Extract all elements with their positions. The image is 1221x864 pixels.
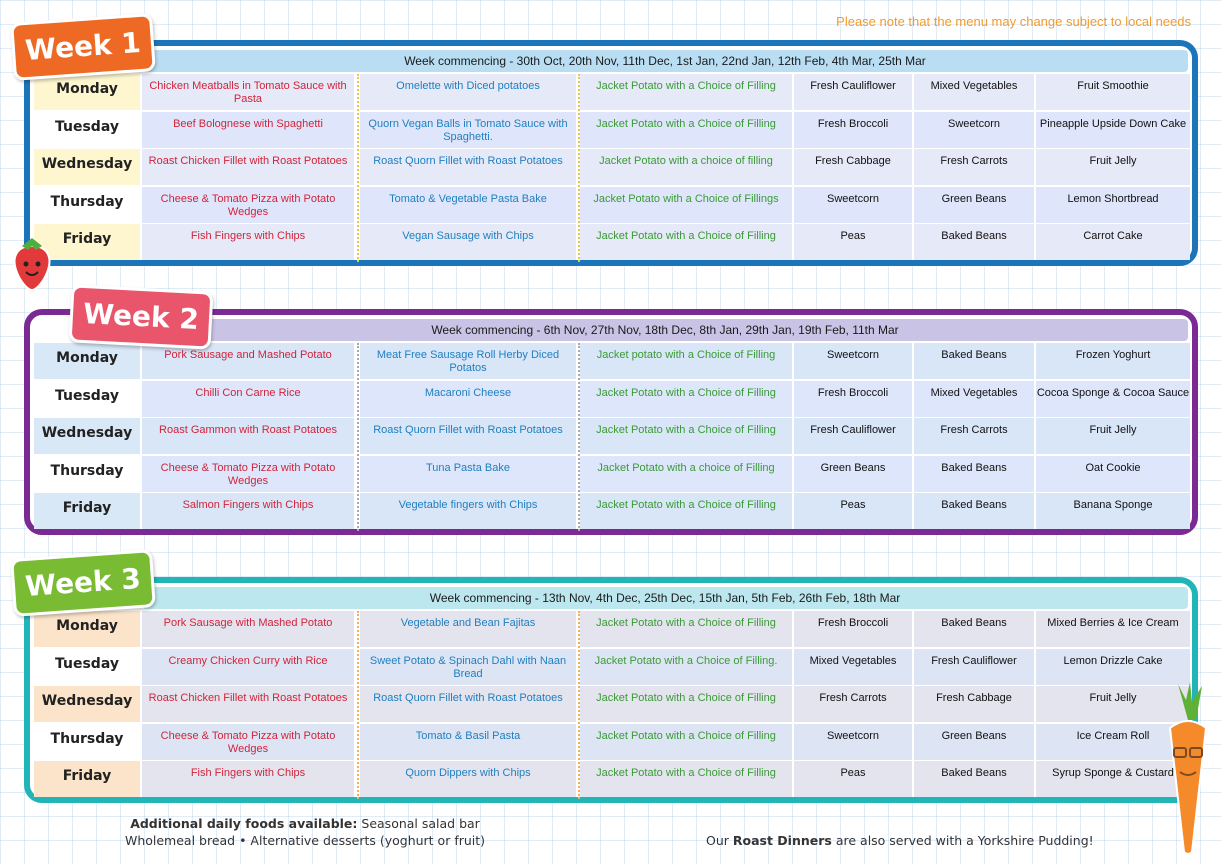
main-meal: Fish Fingers with Chips bbox=[142, 761, 354, 797]
side-2: Fresh Cabbage bbox=[914, 686, 1034, 722]
side-1: Fresh Broccoli bbox=[794, 112, 912, 148]
vegetarian-meal: Vegetable fingers with Chips bbox=[360, 493, 576, 529]
table-row bbox=[34, 74, 1188, 110]
table-row bbox=[34, 611, 1188, 647]
side-1: Fresh Cabbage bbox=[794, 149, 912, 185]
roast-bold: Roast Dinners bbox=[732, 833, 832, 848]
table-row bbox=[34, 187, 1188, 223]
jacket-potato: Jacket Potato with a Choice of Filling bbox=[580, 112, 792, 148]
vegetarian-meal: Sweet Potato & Spinach Dahl with Naan Bread bbox=[360, 649, 576, 685]
side-2: Mixed Vegetables bbox=[914, 381, 1034, 417]
week-3-badge: Week 3 bbox=[10, 549, 156, 617]
vegetarian-meal: Quorn Dippers with Chips bbox=[360, 761, 576, 797]
side-1: Fresh Broccoli bbox=[794, 611, 912, 647]
roast-dinner-note bbox=[706, 833, 1094, 848]
roast-prefix: Our bbox=[706, 833, 729, 848]
side-1: Mixed Vegetables bbox=[794, 649, 912, 685]
jacket-potato: Jacket Potato with a Choice of Fillings bbox=[580, 187, 792, 223]
jacket-potato: Jacket Potato with a choice of Filling bbox=[580, 456, 792, 492]
jacket-potato: Jacket Potato with a Choice of Filling bbox=[580, 493, 792, 529]
side-1: Fresh Cauliflower bbox=[794, 74, 912, 110]
table-row bbox=[34, 761, 1188, 797]
dessert: Oat Cookie bbox=[1036, 456, 1190, 492]
dessert: Banana Sponge bbox=[1036, 493, 1190, 529]
side-1: Peas bbox=[794, 493, 912, 529]
column-divider bbox=[357, 343, 359, 531]
week-commencing: Week commencing - 13th Nov, 4th Dec, 25th Dec, 15th Jan, 5th Feb, 26th Feb, 18th Mar bbox=[142, 587, 1188, 609]
roast-suffix: are also served with a Yorkshire Pudding! bbox=[835, 833, 1094, 848]
jacket-potato: Jacket Potato with a Choice of Filling. bbox=[580, 649, 792, 685]
day-label: Monday bbox=[34, 611, 140, 647]
table-row bbox=[34, 381, 1188, 417]
day-label: Thursday bbox=[34, 456, 140, 492]
main-meal: Pork Sausage and Mashed Potato bbox=[142, 343, 354, 379]
day-label: Tuesday bbox=[34, 112, 140, 148]
vegetarian-meal: Roast Quorn Fillet with Roast Potatoes bbox=[360, 149, 576, 185]
additional-foods-text: Seasonal salad bar bbox=[361, 816, 480, 831]
day-label: Monday bbox=[34, 74, 140, 110]
main-meal: Chilli Con Carne Rice bbox=[142, 381, 354, 417]
main-meal: Pork Sausage with Mashed Potato bbox=[142, 611, 354, 647]
table-row bbox=[34, 149, 1188, 185]
main-meal: Roast Gammon with Roast Potatoes bbox=[142, 418, 354, 454]
vegetarian-meal: Tomato & Vegetable Pasta Bake bbox=[360, 187, 576, 223]
main-meal: Roast Chicken Fillet with Roast Potatoes bbox=[142, 149, 354, 185]
dessert: Frozen Yoghurt bbox=[1036, 343, 1190, 379]
side-2: Mixed Vegetables bbox=[914, 74, 1034, 110]
day-label: Tuesday bbox=[34, 649, 140, 685]
side-2: Baked Beans bbox=[914, 611, 1034, 647]
jacket-potato: Jacket Potato with a Choice of Filling bbox=[580, 74, 792, 110]
dessert: Lemon Shortbread bbox=[1036, 187, 1190, 223]
side-2: Green Beans bbox=[914, 187, 1034, 223]
main-meal: Cheese & Tomato Pizza with Potato Wedges bbox=[142, 456, 354, 492]
side-2: Green Beans bbox=[914, 724, 1034, 760]
side-2: Baked Beans bbox=[914, 493, 1034, 529]
dessert: Cocoa Sponge & Cocoa Sauce bbox=[1036, 381, 1190, 417]
vegetarian-meal: Vegetable and Bean Fajitas bbox=[360, 611, 576, 647]
day-label: Wednesday bbox=[34, 418, 140, 454]
additional-foods-label: Additional daily foods available: bbox=[130, 816, 358, 831]
additional-foods-line-2: Wholemeal bread • Alternative desserts (yoghurt or fruit) bbox=[124, 833, 486, 848]
table-row bbox=[34, 724, 1188, 760]
jacket-potato: Jacket Potato with a Choice of Filling bbox=[580, 686, 792, 722]
dessert: Carrot Cake bbox=[1036, 224, 1190, 260]
day-label: Tuesday bbox=[34, 381, 140, 417]
additional-foods-line-1 bbox=[100, 815, 510, 832]
main-meal: Roast Chicken Fillet with Roast Potatoes bbox=[142, 686, 354, 722]
column-divider bbox=[578, 343, 580, 531]
column-divider bbox=[357, 74, 359, 262]
day-label: Friday bbox=[34, 224, 140, 260]
table-row bbox=[34, 418, 1188, 454]
vegetarian-meal: Meat Free Sausage Roll Herby Diced Potatos bbox=[360, 343, 576, 379]
main-meal: Fish Fingers with Chips bbox=[142, 224, 354, 260]
side-1: Fresh Broccoli bbox=[794, 381, 912, 417]
vegetarian-meal: Quorn Vegan Balls in Tomato Sauce with Spaghetti. bbox=[360, 112, 576, 148]
vegetarian-meal: Omelette with Diced potatoes bbox=[360, 74, 576, 110]
jacket-potato: Jacket Potato with a Choice of Filling bbox=[580, 224, 792, 260]
side-1: Sweetcorn bbox=[794, 724, 912, 760]
day-label: Thursday bbox=[34, 724, 140, 760]
day-label: Thursday bbox=[34, 187, 140, 223]
vegetarian-meal: Roast Quorn Fillet with Roast Potatoes bbox=[360, 418, 576, 454]
side-2: Fresh Carrots bbox=[914, 149, 1034, 185]
side-2: Baked Beans bbox=[914, 761, 1034, 797]
week-2-badge: Week 2 bbox=[69, 284, 214, 349]
main-meal: Beef Bolognese with Spaghetti bbox=[142, 112, 354, 148]
dessert: Fruit Jelly bbox=[1036, 418, 1190, 454]
week-3-table bbox=[24, 577, 1198, 803]
side-2: Baked Beans bbox=[914, 456, 1034, 492]
jacket-potato: Jacket Potato with a Choice of Filling bbox=[580, 381, 792, 417]
jacket-potato: Jacket Potato with a Choice of Filling bbox=[580, 418, 792, 454]
dessert: Fruit Jelly bbox=[1036, 149, 1190, 185]
column-divider bbox=[357, 611, 359, 799]
dessert: Pineapple Upside Down Cake bbox=[1036, 112, 1190, 148]
side-1: Fresh Cauliflower bbox=[794, 418, 912, 454]
table-row bbox=[34, 112, 1188, 148]
main-meal: Chicken Meatballs in Tomato Sauce with Pasta bbox=[142, 74, 354, 110]
dessert: Fruit Smoothie bbox=[1036, 74, 1190, 110]
table-row bbox=[34, 224, 1188, 260]
dessert: Ice Cream Roll bbox=[1036, 724, 1190, 760]
day-label: Wednesday bbox=[34, 149, 140, 185]
menu-change-note: Please note that the menu may change subject to local needs bbox=[836, 14, 1191, 29]
table-row bbox=[34, 493, 1188, 529]
week-commencing: Week commencing - 30th Oct, 20th Nov, 11th Dec, 1st Jan, 22nd Jan, 12th Feb, 4th Mar, 25th Mar bbox=[142, 50, 1188, 72]
main-meal: Salmon Fingers with Chips bbox=[142, 493, 354, 529]
vegetarian-meal: Vegan Sausage with Chips bbox=[360, 224, 576, 260]
day-label: Friday bbox=[34, 493, 140, 529]
vegetarian-meal: Roast Quorn Fillet with Roast Potatoes bbox=[360, 686, 576, 722]
column-divider bbox=[578, 611, 580, 799]
table-row bbox=[34, 686, 1188, 722]
side-2: Sweetcorn bbox=[914, 112, 1034, 148]
jacket-potato: Jacket Potato with a Choice of Filling bbox=[580, 611, 792, 647]
side-1: Sweetcorn bbox=[794, 343, 912, 379]
day-label: Monday bbox=[34, 343, 140, 379]
jacket-potato: Jacket potato with a Choice of Filling bbox=[580, 343, 792, 379]
dessert: Lemon Drizzle Cake bbox=[1036, 649, 1190, 685]
side-1: Sweetcorn bbox=[794, 187, 912, 223]
column-divider bbox=[578, 74, 580, 262]
table-row bbox=[34, 343, 1188, 379]
dessert: Fruit Jelly bbox=[1036, 686, 1190, 722]
dessert: Mixed Berries & Ice Cream bbox=[1036, 611, 1190, 647]
week-1-badge: Week 1 bbox=[10, 13, 156, 81]
side-1: Green Beans bbox=[794, 456, 912, 492]
week-commencing: Week commencing - 6th Nov, 27th Nov, 18th Dec, 8th Jan, 29th Jan, 19th Feb, 11th Mar bbox=[142, 319, 1188, 341]
vegetarian-meal: Tuna Pasta Bake bbox=[360, 456, 576, 492]
day-label: Wednesday bbox=[34, 686, 140, 722]
jacket-potato: Jacket Potato with a Choice of Filling bbox=[580, 761, 792, 797]
jacket-potato: Jacket Potato with a Choice of Filling bbox=[580, 724, 792, 760]
strawberry-icon bbox=[8, 232, 56, 292]
jacket-potato: Jacket Potato with a choice of filling bbox=[580, 149, 792, 185]
side-2: Fresh Cauliflower bbox=[914, 649, 1034, 685]
dessert: Syrup Sponge & Custard bbox=[1036, 761, 1190, 797]
main-meal: Creamy Chicken Curry with Rice bbox=[142, 649, 354, 685]
table-row bbox=[34, 649, 1188, 685]
main-meal: Cheese & Tomato Pizza with Potato Wedges bbox=[142, 187, 354, 223]
week-1-table bbox=[24, 40, 1198, 266]
side-2: Baked Beans bbox=[914, 343, 1034, 379]
vegetarian-meal: Macaroni Cheese bbox=[360, 381, 576, 417]
side-1: Peas bbox=[794, 761, 912, 797]
side-2: Baked Beans bbox=[914, 224, 1034, 260]
vegetarian-meal: Tomato & Basil Pasta bbox=[360, 724, 576, 760]
main-meal: Cheese & Tomato Pizza with Potato Wedges bbox=[142, 724, 354, 760]
side-1: Peas bbox=[794, 224, 912, 260]
additional-foods-note bbox=[100, 815, 510, 849]
day-label: Friday bbox=[34, 761, 140, 797]
side-2: Fresh Carrots bbox=[914, 418, 1034, 454]
carrot-icon bbox=[1158, 680, 1218, 856]
table-row bbox=[34, 456, 1188, 492]
side-1: Fresh Carrots bbox=[794, 686, 912, 722]
